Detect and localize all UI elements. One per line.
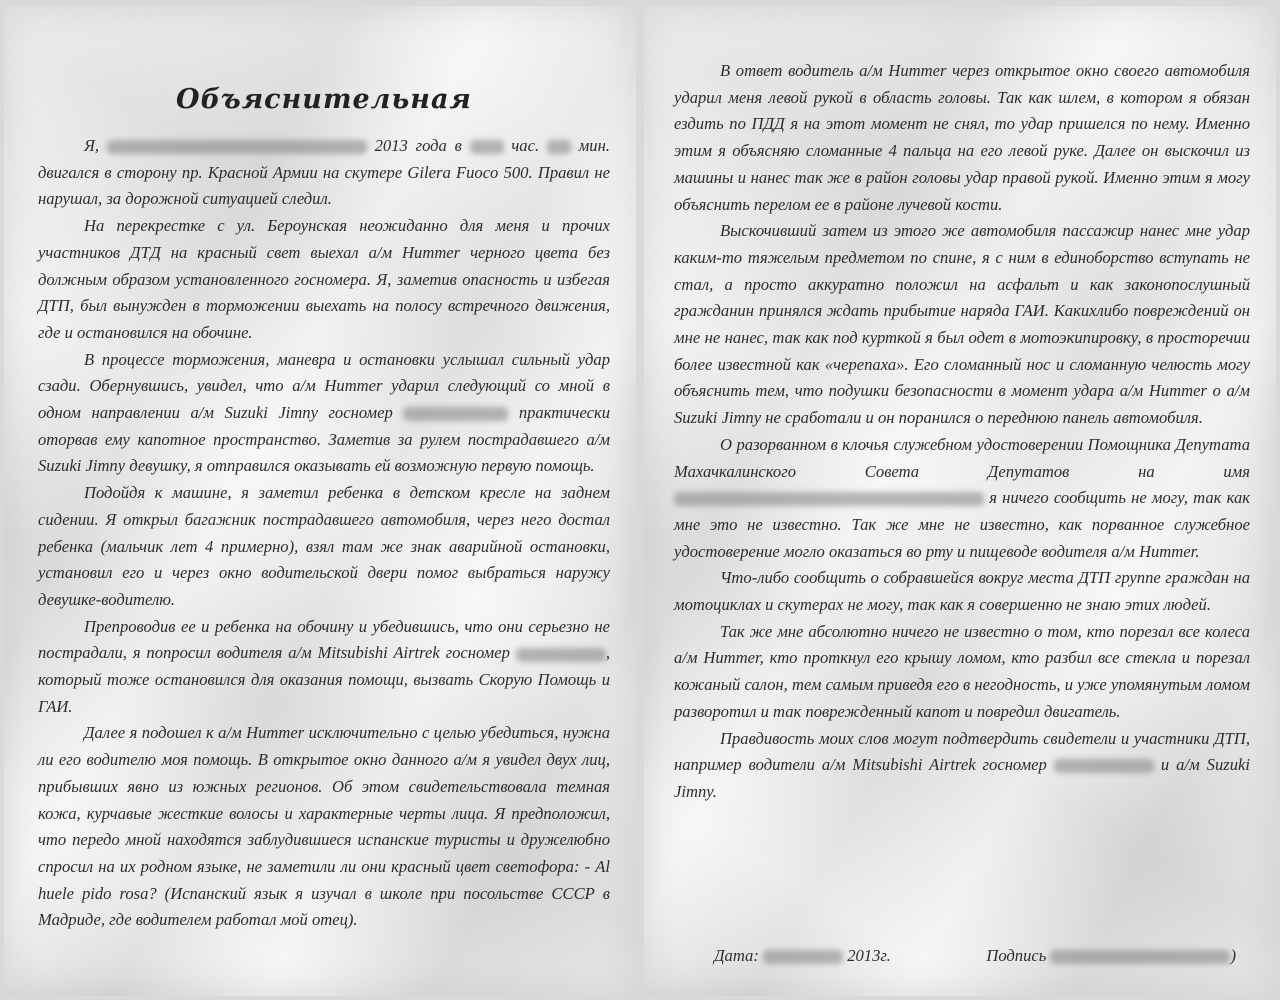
paragraph-text: час.	[511, 136, 540, 155]
paragraph: На перекрестке с ул. Бероунская неожиданно для меня и прочих участников ДТД на красный свет выехал а/м Hummer черного цвета без должным образом установленного госномера. Я, заметив опасность и избегая ДТП, был вынужден в торможении выехать на полосу встречного движения, где и остановился на обочине.	[38, 216, 610, 342]
right-page	[644, 6, 1276, 996]
paragraph: Далее я подошел к а/м Hummer исключительно с целью убедиться, нужна ли его водителю моя помощь. В открытое окно данного а/м я увидел двух лиц, прибывших явно из южных регионов. Об этом свидетельствовала темная кожа, курчавые жесткие волосы и характерные черты лица. Я предположил, что передо мной находятся заблудившиеся испанские туристы и дружелюбно спросил на их родном языке, не заметили ли они красный цвет светофора: - Al huele pido rosa? (Испанский язык я изучал в школе при посольстве СССР в Мадриде, где водителем работал мой отец).	[38, 723, 610, 930]
date-year: 2013г.	[847, 946, 891, 965]
date-line	[714, 946, 891, 966]
redacted-date	[763, 950, 843, 964]
paragraph: В ответ водитель а/м Hummer через открытое окно своего автомобиля ударил меня левой рукой в область головы. Так как шлем, в котором я обязан ездить по ПДД я на этот момент не снял, то удар пришелся по нему. Именно этим я объясняю сломанные 4 пальца на его левой руке. Далее он выскочил из машины и нанес так же в район головы удар правой рукой. Именно этим я могу объяснить перелом ее в районе лучевой кости.	[674, 61, 1250, 214]
paragraph: Так же мне абсолютно ничего не известно о том, кто порезал все колеса а/м Hummer, кто проткнул его крышу ломом, кто разбил все стекла и порезал кожаный салон, тем самым приведя его в негодность, и уже упомянутым ломом разворотил и так поврежденный капот и повредил двигатель.	[674, 621, 1250, 721]
signature-footer	[714, 946, 1236, 966]
paragraph-text: мин. двигался в сторону пр. Красной Армии на скутере Gilera Fuoco 500. Правил не нарушал, за дорожной ситуацией следил.	[38, 136, 610, 209]
paragraph-text: практически оторвав ему капотное пространство. Заметив за рулем пострадавшего а/м Suzuki Jimny девушку, я отправился оказывать ей возможную первую помощь.	[38, 403, 611, 476]
left-page	[4, 6, 636, 996]
paragraph: Выскочивший затем из этого же автомобиля пассажир нанес мне удар каким-то тяжелым предметом по спине, я с ним в единоборство вступать не стал, а просто аккуратно положил на асфальт и как законопослушный гражданин принялся ждать прибытие наряда ГАИ. Какихлибо повреждений он мне не нанес, так как под курткой я был одет в мотоэкипировку, в просторечии более известной как «черепаха». Его сломанный нос и сломанную челюсть могу объяснить тем, что подушки безопасности в момент удара а/м Hummer о а/м Suzuki Jimny не сработали и он поранился о переднюю панель автомобиля.	[674, 221, 1250, 428]
signature-label: Подпись	[986, 946, 1047, 965]
paragraph-text: В процессе торможения, маневра и остановки услышал сильный удар сзади. Обернувшись, увидел, что а/м Hummer ударил следующий со мной в одном направлении а/м Suzuki Jimny госномер	[38, 349, 610, 423]
redacted-signature	[1050, 950, 1230, 964]
paragraph: Что-либо сообщить о собравшейся вокруг места ДТП группе граждан на мотоциклах и скутерах не могу, так как я совершенно не знаю этих людей.	[674, 568, 1250, 615]
paragraph	[38, 614, 610, 721]
paragraph	[38, 347, 610, 481]
paragraph	[38, 133, 610, 213]
date-label: Дата:	[714, 946, 759, 965]
redacted-name	[674, 492, 984, 506]
paragraph	[674, 726, 1250, 806]
redacted-plate	[403, 407, 508, 421]
redacted-plate	[516, 648, 606, 662]
paragraph-text: , который тоже остановился для оказания помощи, вызвать Скорую Помощь и ГАИ.	[38, 643, 610, 716]
paragraph-text: 2013 года в	[374, 136, 462, 155]
paragraph: Подойдя к машине, я заметил ребенка в детском кресле на заднем сидении. Я открыл багажник пострадавшего автомобиля, через него достал ребенка (мальчик лет 4 примерно), взял там же знак аварийной остановки, установил его и через окно водительской двери помог выбраться наружу девушке-водителю.	[38, 483, 610, 609]
paragraph-text: Препроводив ее и ребенка на обочину и убедившись, что они серьезно не пострадали, я попросил водителя а/м Mitsubishi Airtrek госномер	[38, 616, 610, 663]
paragraph-text: я ничего сообщить не могу, так как мне это не известно. Так же мне не известно, как порванное служебное удостоверение могло оказаться во рту и пищеводе водителя а/м Hummer.	[674, 488, 1250, 561]
document-title: Объяснительная	[176, 84, 472, 115]
redacted-plate	[1054, 759, 1154, 773]
redacted-name	[107, 140, 367, 154]
paragraph-text: и а/м Suzuki Jimny.	[674, 755, 1250, 801]
signature-line	[986, 946, 1236, 966]
redacted-hour	[470, 140, 504, 154]
signature-tail: )	[1230, 946, 1236, 965]
paragraph	[674, 432, 1250, 566]
redacted-minute	[547, 140, 571, 154]
paragraph-text: О разорванном в клочья служебном удостоверении Помощника Депутата Махачкалинского Совета Депутатов на имя	[674, 434, 1250, 481]
paragraph-text: Правдивость моих слов могут подтвердить свидетели и участники ДТП, например водители а/м Mitsubishi Airtrek госномер	[674, 728, 1250, 775]
paragraph-text: Я,	[84, 136, 100, 155]
